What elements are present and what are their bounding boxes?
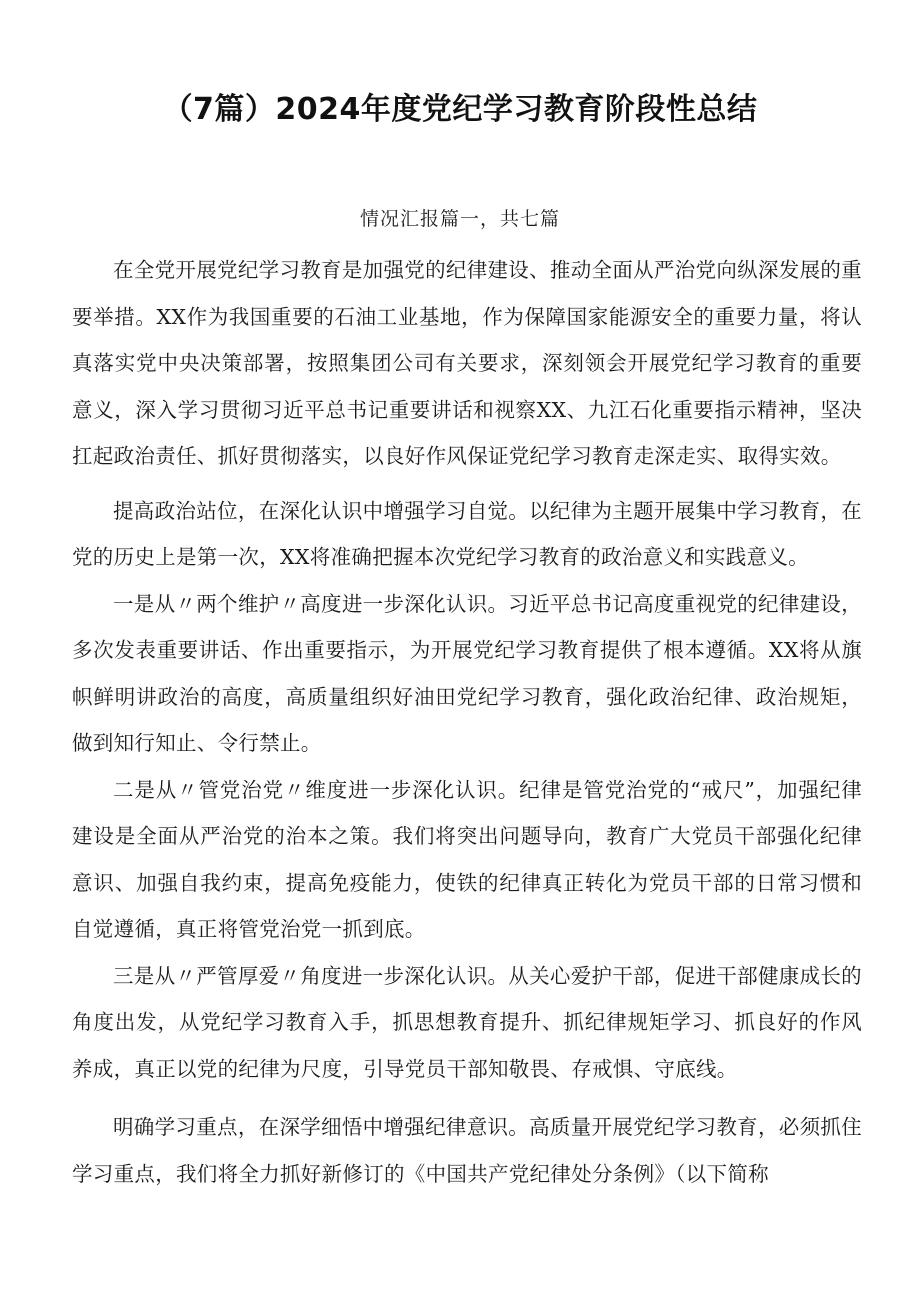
document-title: （7篇）2024年度党纪学习教育阶段性总结 [162, 92, 758, 127]
paragraph-intro: 在全党开展党纪学习教育是加强党的纪律建设、推动全面从严治党向纵深发展的重要举措。XX作为我国重要的石油工业基地，作为保障国家能源安全的重要力量，将认真落实党中央决策部署，按照集团公司有关要求，深刻领会开展党纪学习教育的重要意义，深入学习贯彻习近平总书记重要讲话和视察XX、九江石化重要指示精神，坚决扛起政治责任、抓好贯彻落实，以良好作风保证党纪学习教育走深走实、取得实效。 [72, 258, 862, 468]
paragraph-study-focus: 明确学习重点，在深学细悟中增强纪律意识。高质量开展党纪学习教育，必须抓住学习重点，我们将全力抓好新修订的《中国共产党纪律处分条例》（以下简称 [72, 1115, 862, 1186]
document-body [72, 247, 862, 1197]
document-subtitle: 情况汇报篇一，共七篇 [359, 208, 560, 230]
paragraph-point-one: 一是从〃两个维护〃高度进一步深化认识。习近平总书记高度重视党的纪律建设，多次发表重要讲话、作出重要指示，为开展党纪学习教育提供了根本遵循。XX将从旗帜鲜明讲政治的高度，高质量组织好油田党纪学习教育，强化政治纪律、政治规矩，做到知行知止、令行禁止。 [72, 591, 862, 755]
paragraph-point-two: 二是从〃管党治党〃维度进一步深化认识。纪律是管党治党的“戒尺”，加强纪律建设是全面从严治党的治本之策。我们将突出问题导向，教育广大党员干部强化纪律意识、加强自我约束，提高免疫能力，使铁的纪律真正转化为党员干部的日常习惯和自觉遵循，真正将管党治党一抓到底。 [72, 777, 862, 941]
paragraph-political-stance: 提高政治站位，在深化认识中增强学习自觉。以纪律为主题开展集中学习教育，在党的历史上是第一次，XX将准确把握本次党纪学习教育的政治意义和实践意义。 [72, 498, 862, 569]
paragraph-point-three: 三是从〃严管厚爱〃角度进一步深化认识。从关心爱护干部，促进干部健康成长的角度出发，从党纪学习教育入手，抓思想教育提升、抓纪律规矩学习、抓良好的作风养成，真正以党的纪律为尺度，引导党员干部知敬畏、存戒惧、守底线。 [72, 963, 862, 1081]
